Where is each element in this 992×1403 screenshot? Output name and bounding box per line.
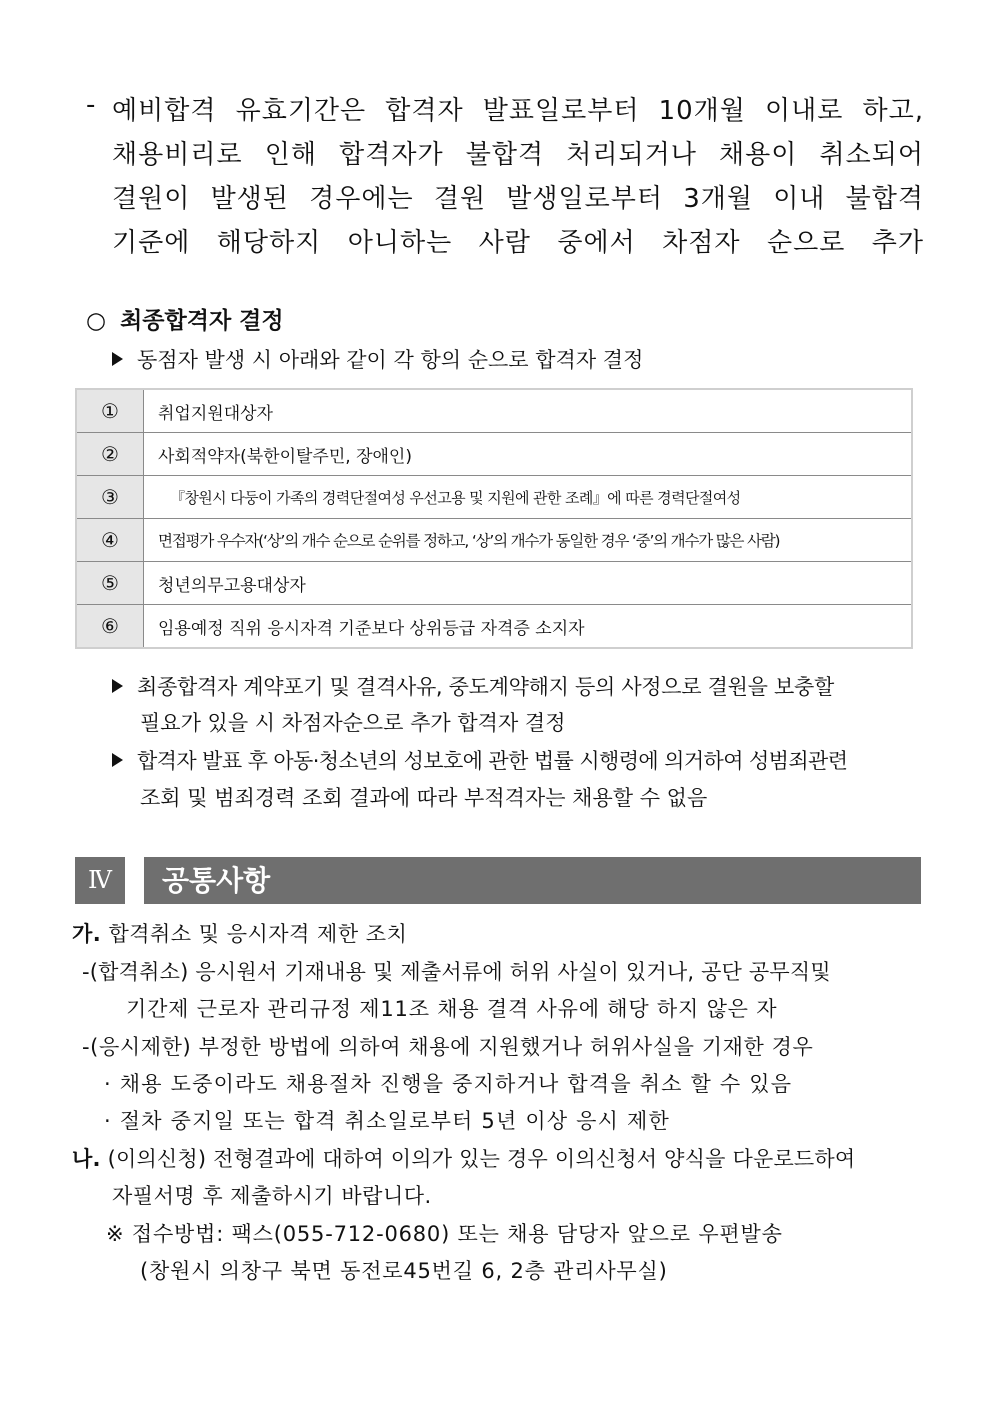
cancel-line-1: -(합격취소) 응시원서 기재내용 및 제출서류에 허위 사실이 있거나, 공단 공무직및 — [82, 960, 831, 984]
row-number: ⑤ — [76, 562, 144, 605]
note-1-line-2: 필요가 있을 시 차점자순으로 추가 합격자 결정 — [140, 711, 566, 735]
receipt-method: ※ 접수방법: 팩스(055-712-0680) 또는 채용 담당자 앞으로 우편발송 — [106, 1222, 783, 1246]
note-2-line-1: 합격자 발표 후 아동·청소년의 성보호에 관한 법률 시행령에 의거하여 성범죄관련 — [137, 749, 848, 773]
note-1 — [112, 671, 834, 701]
table-row — [76, 605, 912, 649]
row-text: 사회적약자(북한이탈주민, 장애인) — [144, 433, 913, 476]
row-text: 취업지원대상자 — [144, 389, 913, 433]
row-number: ① — [76, 389, 144, 433]
intro-line-3: 결원이 발생된 경우에는 결원 발생일로부터 3개월 이내 불합격 — [112, 184, 924, 214]
section-roman-numeral: Ⅳ — [75, 857, 125, 904]
row-number: ④ — [76, 519, 144, 562]
table-row — [76, 389, 912, 433]
row-text: 임용예정 직위 응시자격 기준보다 상위등급 자격증 소지자 — [144, 605, 913, 649]
item-na-line-1: (이의신청) 전형결과에 대하여 이의가 있는 경우 이의신청서 양식을 다운로드하여 — [107, 1147, 856, 1171]
row-number: ③ — [76, 476, 144, 519]
intro-line-2: 채용비리로 인해 합격자가 불합격 처리되거나 채용이 취소되어 — [112, 140, 924, 170]
item-na — [72, 1143, 855, 1173]
final-decision-title: 최종합격자 결정 — [120, 308, 284, 334]
intro-dash: - — [86, 90, 96, 120]
office-address: (창원시 의창구 북면 동전로45번길 6, 2층 관리사무실) — [140, 1259, 668, 1283]
table-row — [76, 433, 912, 476]
triangle-bullet-icon — [112, 352, 123, 366]
item-ga — [72, 918, 407, 948]
tie-break-table — [75, 388, 913, 649]
item-na-line-2: 자필서명 후 제출하시기 바랍니다. — [112, 1184, 432, 1208]
restrict-sub-2: · 절차 중지일 또는 합격 취소일로부터 5년 이상 응시 제한 — [104, 1109, 671, 1133]
circle-marker-icon: ○ — [86, 308, 107, 334]
note-2-line-2: 조회 및 범죄경력 조회 결과에 따라 부적격자는 채용할 수 없음 — [140, 786, 708, 810]
note-1-line-1: 최종합격자 계약포기 및 결격사유, 중도계약해지 등의 사정으로 결원을 보충할 — [137, 675, 834, 699]
section-title-bar: 공통사항 — [144, 857, 921, 904]
restrict-line: -(응시제한) 부정한 방법에 의하여 채용에 지원했거나 허위사실을 기재한 경우 — [82, 1035, 814, 1059]
note-2 — [112, 745, 847, 775]
table-row — [76, 476, 912, 519]
row-text: 면접평가 우수자(‘상’의 개수 순으로 순위를 정하고, ‘상’의 개수가 동일한 경우 ‘중’의 개수가 많은 사람) — [144, 519, 913, 562]
triangle-bullet-icon — [112, 679, 123, 693]
table-row — [76, 519, 912, 562]
item-ga-title: 합격취소 및 응시자격 제한 조치 — [108, 922, 408, 946]
cancel-line-2: 기간제 근로자 관리규정 제11조 채용 결격 사유에 해당 하지 않은 자 — [126, 997, 778, 1021]
item-na-label: 나. — [72, 1147, 101, 1171]
intro-line-4: 기준에 해당하지 아니하는 사람 중에서 차점자 순으로 추가 — [112, 228, 924, 258]
table-row — [76, 562, 912, 605]
intro-line-1: 예비합격 유효기간은 합격자 발표일로부터 10개월 이내로 하고, — [112, 96, 924, 126]
tie-rule-bullet — [112, 344, 643, 374]
row-number: ② — [76, 433, 144, 476]
tie-rule-text: 동점자 발생 시 아래와 같이 각 항의 순으로 합격자 결정 — [137, 348, 644, 372]
row-number: ⑥ — [76, 605, 144, 649]
row-text: 청년의무고용대상자 — [144, 562, 913, 605]
final-decision-heading — [86, 302, 284, 335]
restrict-sub-1: · 채용 도중이라도 채용절차 진행을 중지하거나 합격을 취소 할 수 있음 — [104, 1072, 793, 1096]
row-text: 『창원시 다둥이 가족의 경력단절여성 우선고용 및 지원에 관한 조례』에 따른 경력단절여성 — [144, 476, 913, 519]
triangle-bullet-icon — [112, 753, 123, 767]
item-ga-label: 가. — [72, 922, 102, 946]
